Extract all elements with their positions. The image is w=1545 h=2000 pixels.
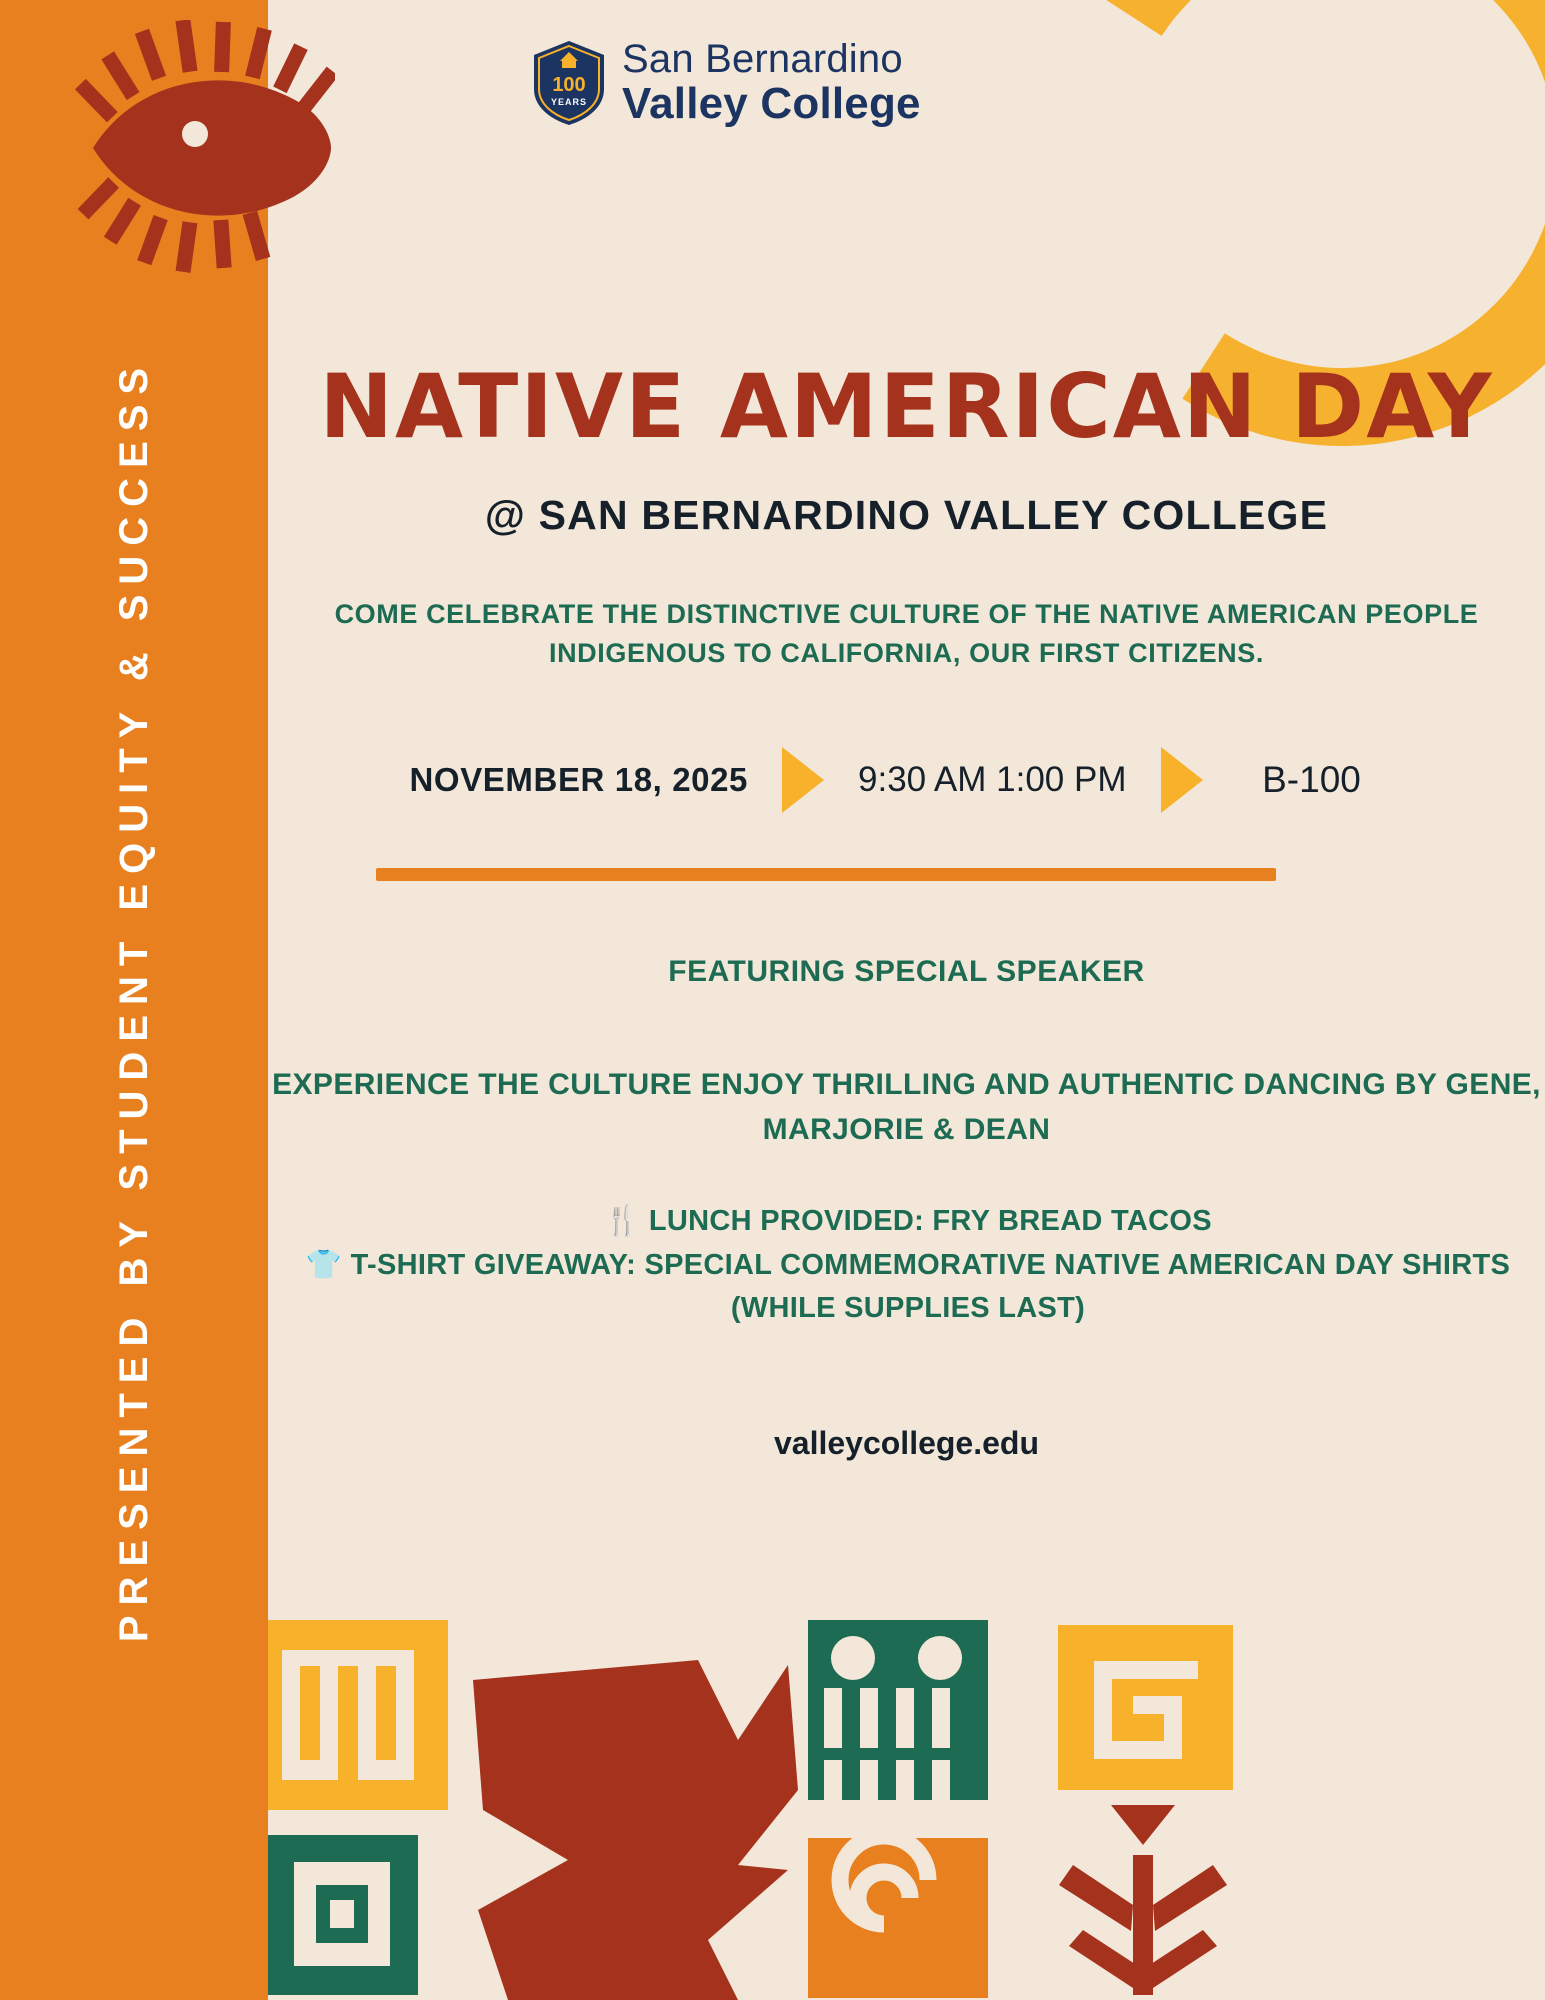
plant-glyph-icon — [1059, 1805, 1227, 1995]
culture-text: EXPERIENCE THE CULTURE ENJOY THRILLING AND AUTHENTIC DANCING BY GENE, MARJORIE & DEAN — [272, 1068, 1541, 1146]
presented-by-text: PRESENTED BY STUDENT EQUITY & SUCCESS — [112, 357, 156, 1643]
figure-glyph-icon — [808, 1620, 988, 1800]
bird-glyph-icon — [473, 1660, 798, 2000]
comb-glyph-icon — [268, 1620, 448, 1810]
logo-line-2: Valley College — [622, 79, 921, 129]
website-text: valleycollege.edu — [773, 1425, 1039, 1461]
arrow-right-icon-1 — [782, 747, 824, 813]
tshirt-text: 👕 T-SHIRT GIVEAWAY: SPECIAL COMMEMORATIVE NATIVE AMERICAN DAY SHIRTS (WHILE SUPPLIES LAST) — [305, 1248, 1511, 1324]
bottom-glyph-band — [268, 1610, 1545, 2000]
seal-years-number: 100 — [552, 74, 586, 96]
event-location: B-100 — [1262, 759, 1361, 800]
lunch-text: 🍴 LUNCH PROVIDED: FRY BREAD TACOS — [604, 1205, 1212, 1237]
seal-years-label: YEARS — [550, 97, 588, 107]
event-details-row — [368, 725, 1428, 835]
orange-spiral-glyph-icon — [808, 1836, 988, 1998]
divider-rule — [376, 868, 1276, 881]
square-spiral-glyph-icon — [268, 1835, 418, 1995]
logo-line-1: San Bernardino — [622, 37, 903, 82]
arrow-right-icon-2 — [1161, 747, 1203, 813]
featured-speaker-text: FEATURING SPECIAL SPEAKER — [668, 955, 1145, 988]
page-subtitle: @ SAN BERNARDINO VALLEY COLLEGE — [484, 492, 1329, 538]
yellow-key-glyph-icon — [1058, 1625, 1233, 1790]
tagline-text: COME CELEBRATE THE DISTINCTIVE CULTURE OF THE NATIVE AMERICAN PEOPLE INDIGENOUS TO CALIFORNIA, OUR FIRST CITIZENS. — [334, 599, 1479, 669]
event-times: 9:30 AM 1:00 PM — [858, 760, 1127, 799]
page-title: NATIVE AMERICAN DAY — [319, 355, 1494, 458]
perks-block — [298, 1200, 1518, 1331]
event-date: NOVEMBER 18, 2025 — [409, 761, 749, 799]
presented-by-container — [0, 0, 268, 2000]
